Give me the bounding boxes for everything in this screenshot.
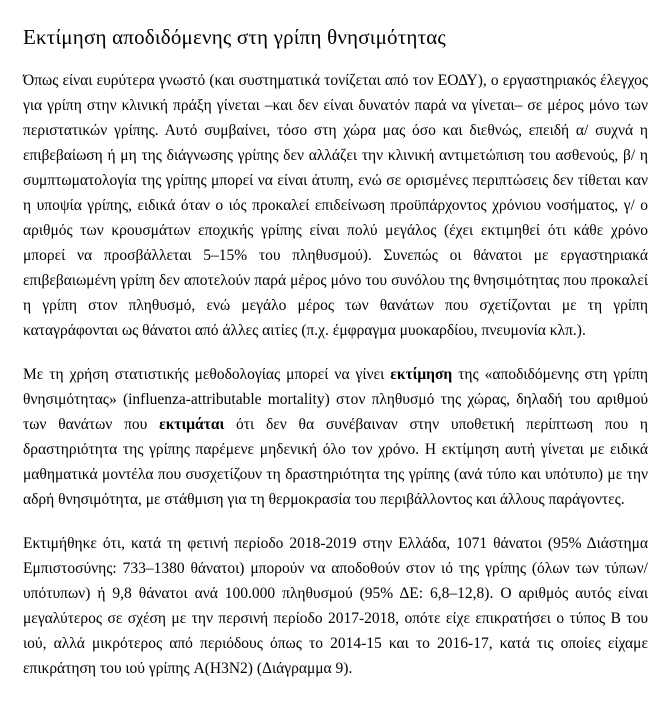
paragraph bbox=[23, 531, 648, 681]
document-body bbox=[23, 68, 648, 681]
bold-emphasis: εκτιμάται bbox=[159, 416, 225, 433]
bold-emphasis: εκτίμηση bbox=[390, 366, 453, 383]
text-run: της «αποδιδόμενης στη γρίπη θνησιμότητας» (influenza-attributable mortality) στον πληθυσμό της χώρας, δηλαδή του αριθμού των θανάτων που bbox=[23, 366, 648, 433]
text-run: Εκτιμήθηκε ότι, κατά τη φετινή περίοδο 2018-2019 στην Ελλάδα, 1071 θάνατοι (95% Διάστημα Εμπιστοσύνης: 733–1380 θάνατοι) μπορούν να αποδοθούν στον ιό της γρίπης (όλων των τύπων/υπότυπων) ή 9,8 θάνατοι ανά 100.000 πληθυσμού (95% ΔΕ: 6,8–12,8). Ο αριθμός αυτός είναι μεγαλύτερος σε σχέση με την περσινή περίοδο 2017-2018, οπότε είχε επικρατήσει ο τύπος Β του ιού, αλλά μικρότερος από περιόδους όπως το 2014-15 και το 2016-17, κατά τις οποίες είχαμε επικράτηση του ιού γρίπης A(H3N2) (Διάγραμμα 9). bbox=[23, 535, 648, 677]
document-title: Εκτίμηση αποδιδόμενης στη γρίπη θνησιμότητας bbox=[23, 25, 446, 49]
paragraph bbox=[23, 68, 648, 343]
text-run: Με τη χρήση στατιστικής μεθοδολογίας μπορεί να γίνει bbox=[23, 366, 391, 383]
text-run: ότι δεν θα συνέβαιναν στην υποθετική περίπτωση που η δραστηριότητα της γρίπης παρέμενε μηδενική όλο τον χρόνο. Η εκτίμηση αυτή γίνεται με ειδικά μαθηματικά μοντέλα που συσχετίζουν τη δραστηριότητα της γρίπης (ανά τύπο και υπότυπο) με την αδρή θνησιμότητα, με στάθμιση για τη θερμοκρασία του περιβάλλοντος και άλλους παράγοντες. bbox=[23, 416, 648, 508]
paragraph bbox=[23, 362, 648, 512]
text-run: Όπως είναι ευρύτερα γνωστό (και συστηματικά τονίζεται από τον ΕΟΔΥ), ο εργαστηριακός έλεγχος για γρίπη στην κλινική πράξη γίνεται –και δεν είναι δυνατόν παρά να γίνεται– σε μέρος μόνο των περιστατικών γρίπης. Αυτό συμβαίνει, τόσο στη χώρα μας όσο και διεθνώς, επειδή α/ συχνά η επιβεβαίωση ή μη της διάγνωσης γρίπης δεν αλλάζει την κλινική αντιμετώπιση του ασθενούς, β/ η συμπτωματολογία της γρίπης μπορεί να είναι άτυπη, ενώ σε ορισμένες περιπτώσεις δεν τίθεται καν η υποψία γρίπης, ειδικά όταν ο ιός προκαλεί επιδείνωση προϋπάρχοντος χρόνιου νοσήματος, γ/ ο αριθμός των κρουσμάτων εποχικής γρίπης είναι πολύ μεγάλος (έχει εκτιμηθεί ότι κάθε χρόνο μπορεί να προσβάλλεται 5–15% του πληθυσμού). Συνεπώς οι θάνατοι με εργαστηριακά επιβεβαιωμένη γρίπη δεν αποτελούν παρά μέρος μόνο του συνόλου της θνησιμότητας που προκαλεί η γρίπη στον πληθυσμό, ενώ μεγάλο μέρος των θανάτων που σχετίζονται με τη γρίπη καταγράφονται ως θάνατοι από άλλες αιτίες (π.χ. έμφραγμα μυοκαρδίου, πνευμονία κλπ.). bbox=[23, 72, 648, 339]
